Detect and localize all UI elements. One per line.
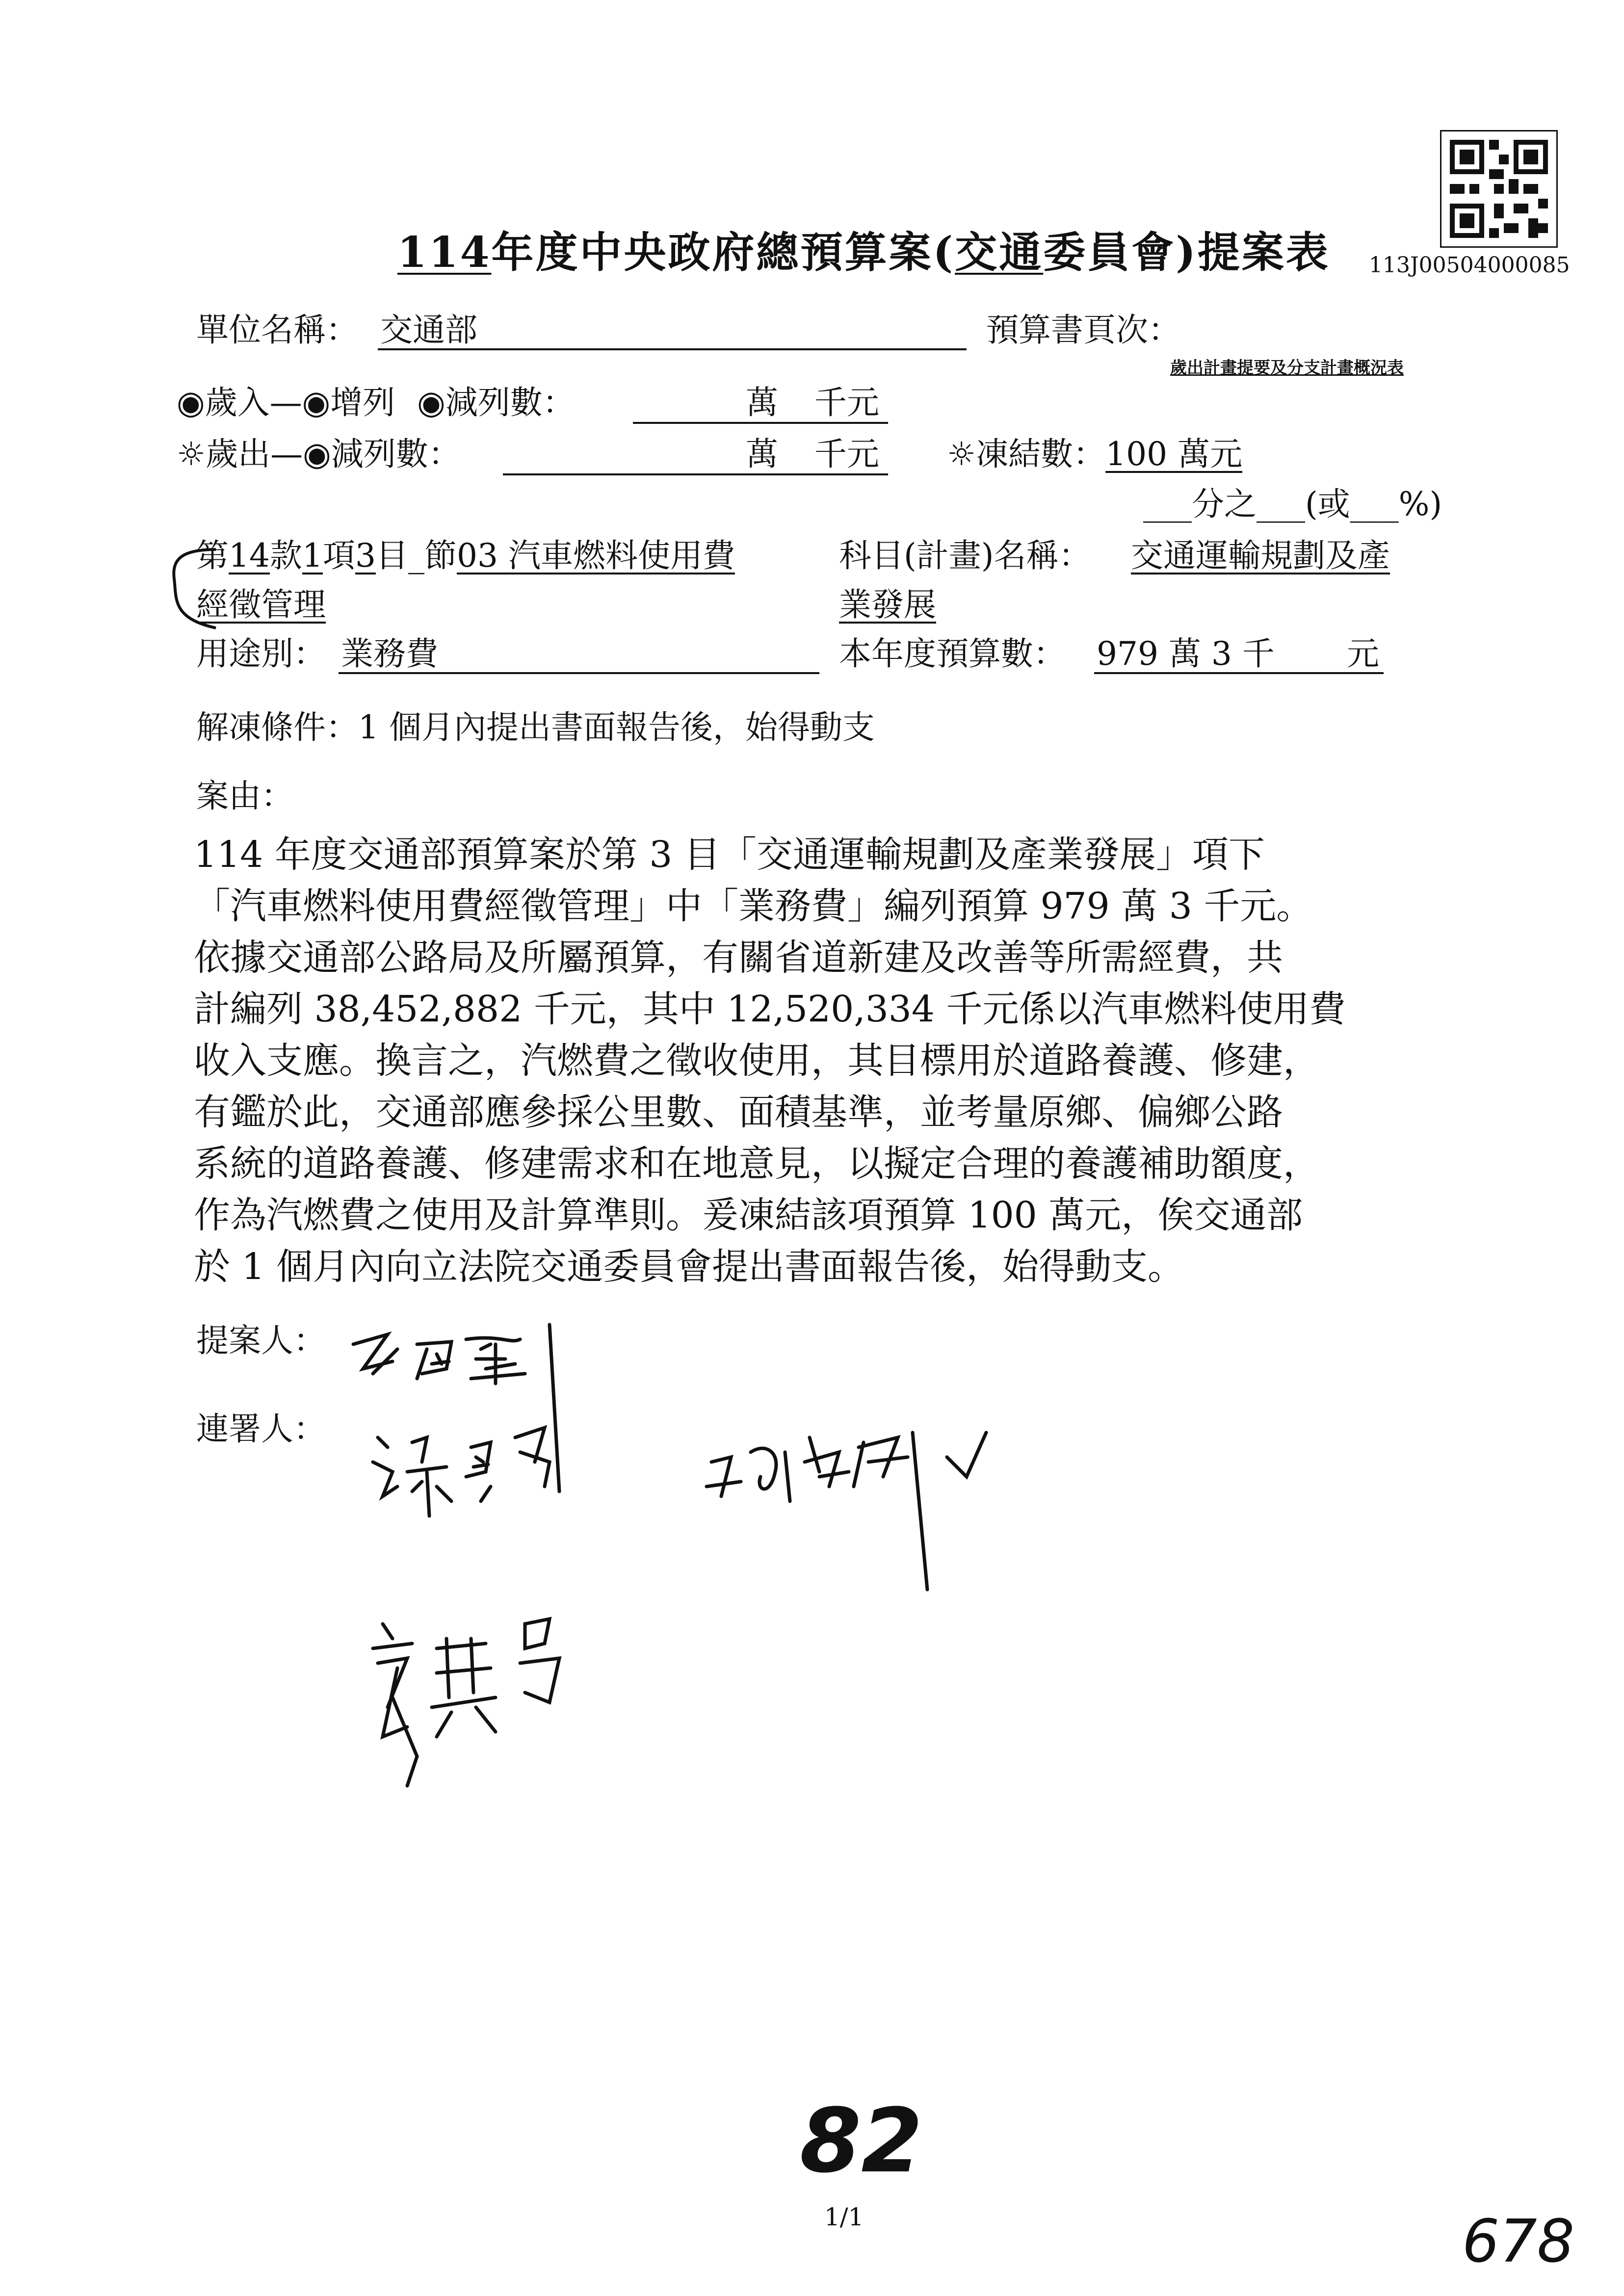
doc-code: 113J00504000085 bbox=[1369, 253, 1570, 278]
freeze-value: 100 萬元 bbox=[1105, 435, 1243, 473]
page-title bbox=[397, 218, 1330, 279]
radio-filled-icon[interactable]: ◉ bbox=[417, 384, 445, 421]
budget-value: 979 萬 3 千 bbox=[1097, 635, 1275, 673]
reason-line: 有鑑於此，交通部應參採公里數、面積基準，並考量原鄉、偏鄉公路 bbox=[194, 1091, 1283, 1133]
budget-label: 本年度預算數： bbox=[839, 635, 1066, 673]
budget-underline bbox=[1094, 672, 1384, 674]
income-add: 增列 bbox=[330, 384, 395, 421]
fraction-or: (或 bbox=[1305, 485, 1350, 523]
kuan-suffix: 款 bbox=[269, 537, 302, 574]
qr-code bbox=[1440, 130, 1558, 248]
unit-label: 單位名稱： bbox=[196, 311, 358, 349]
title-committee: 交通 bbox=[955, 228, 1044, 277]
expense-prefix: 歲出— bbox=[206, 435, 303, 473]
reason-line: 系統的道路養護、修建需求和在地意見，以擬定合理的養護補助額度， bbox=[194, 1143, 1319, 1185]
usage-underline bbox=[339, 672, 819, 674]
expense-reduce: 減列數： bbox=[331, 435, 461, 473]
reason-line: 「汽車燃料使用費經徵管理」中「業務費」編列預算 979 萬 3 千元。 bbox=[194, 885, 1313, 927]
reason-line: 作為汽燃費之使用及計算準則。爰凍結該項預算 100 萬元，俟交通部 bbox=[194, 1194, 1303, 1236]
budget-unit: 元 bbox=[1347, 635, 1379, 673]
income-reduce: 減列數： bbox=[445, 384, 575, 421]
handwritten-corner-number: 678 bbox=[1462, 2208, 1575, 2276]
handwritten-page-number: 82 bbox=[800, 2090, 923, 2192]
reason-line: 於 1 個月內向立法院交通委員會提出書面報告後，始得動支。 bbox=[194, 1246, 1184, 1288]
cosigner-label: 連署人： bbox=[196, 1410, 326, 1448]
signature-cosigner-3 bbox=[363, 1609, 589, 1796]
reason-line: 114 年度交通部預算案於第 3 目「交通運輸規劃及產業發展」項下 bbox=[194, 834, 1265, 876]
expense-wan: 萬 bbox=[746, 435, 778, 473]
title-mid: 年度中央政府總預算案( bbox=[491, 228, 955, 277]
freeze-label: 凍結數： bbox=[976, 435, 1106, 473]
expense-qian-yuan: 千元 bbox=[814, 435, 879, 473]
kuan-value: 14 bbox=[229, 537, 270, 574]
expense-underline bbox=[503, 473, 888, 475]
jie-line2: 經徵管理 bbox=[196, 586, 326, 624]
xiang-suffix: 項 bbox=[322, 537, 355, 574]
fraction-line: ___分之___(或___%) bbox=[1143, 485, 1442, 523]
subject-line2: 業發展 bbox=[839, 586, 936, 624]
reason-line: 計編列 38,452,882 千元，其中 12,520,334 千元係以汽車燃料使用費 bbox=[194, 988, 1346, 1030]
item-code bbox=[196, 537, 735, 574]
mu-value: 3 bbox=[355, 537, 376, 574]
income-row bbox=[177, 384, 575, 421]
radio-empty-icon[interactable]: ☼ bbox=[177, 435, 206, 473]
xiang-value: 1 bbox=[302, 537, 323, 574]
page-ref-label: 預算書頁次： bbox=[986, 311, 1180, 349]
jie-line1: 03 汽車燃料使用費 bbox=[456, 537, 735, 574]
radio-empty-icon[interactable]: ☼ bbox=[947, 435, 976, 473]
radio-filled-icon[interactable]: ◉ bbox=[303, 435, 331, 473]
title-year: 114 bbox=[397, 228, 492, 277]
expense-row bbox=[177, 435, 461, 473]
unit-value: 交通部 bbox=[380, 311, 477, 349]
mu-suffix: 目 bbox=[375, 537, 408, 574]
kuan-prefix: 第 bbox=[196, 537, 229, 574]
fraction-fen: 分之 bbox=[1192, 485, 1257, 523]
subject-line1: 交通運輸規劃及產 bbox=[1131, 537, 1390, 574]
usage-value: 業務費 bbox=[341, 635, 438, 673]
page-of: 1/1 bbox=[824, 2203, 864, 2231]
proposer-label: 提案人： bbox=[196, 1322, 326, 1359]
unfreeze-row bbox=[196, 708, 875, 746]
title-end: 委員會)提案表 bbox=[1043, 228, 1330, 277]
signature-cosigner-2 bbox=[702, 1423, 1055, 1599]
reason-body bbox=[194, 829, 1345, 1293]
radio-filled-icon[interactable]: ◉ bbox=[177, 384, 205, 421]
radio-filled-icon[interactable]: ◉ bbox=[302, 384, 331, 421]
reason-label: 案由： bbox=[196, 777, 293, 815]
income-wan: 萬 bbox=[746, 384, 778, 421]
unit-underline bbox=[378, 348, 967, 350]
subject-label: 科目(計畫)名稱： bbox=[839, 537, 1091, 574]
usage-label: 用途別： bbox=[196, 635, 326, 673]
page-ref-note: 歲出計畫提要及分支計畫概況表 bbox=[1170, 358, 1404, 378]
signature-cosigner-1 bbox=[368, 1418, 603, 1545]
freeze-field bbox=[947, 435, 1243, 473]
jie-prefix: _節 bbox=[408, 537, 457, 574]
reason-line: 收入支應。換言之，汽燃費之徵收使用，其目標用於道路養護、修建， bbox=[194, 1040, 1319, 1082]
income-prefix: 歲入— bbox=[205, 384, 302, 421]
unfreeze-value: 1 個月內提出書面報告後，始得動支 bbox=[358, 708, 875, 746]
income-qian-yuan: 千元 bbox=[814, 384, 879, 421]
reason-line: 依據交通部公路局及所屬預算，有關省道新建及改善等所需經費，共 bbox=[194, 937, 1283, 979]
fraction-pct: %) bbox=[1398, 485, 1442, 523]
income-underline bbox=[633, 422, 888, 424]
unfreeze-label: 解凍條件： bbox=[196, 708, 358, 746]
